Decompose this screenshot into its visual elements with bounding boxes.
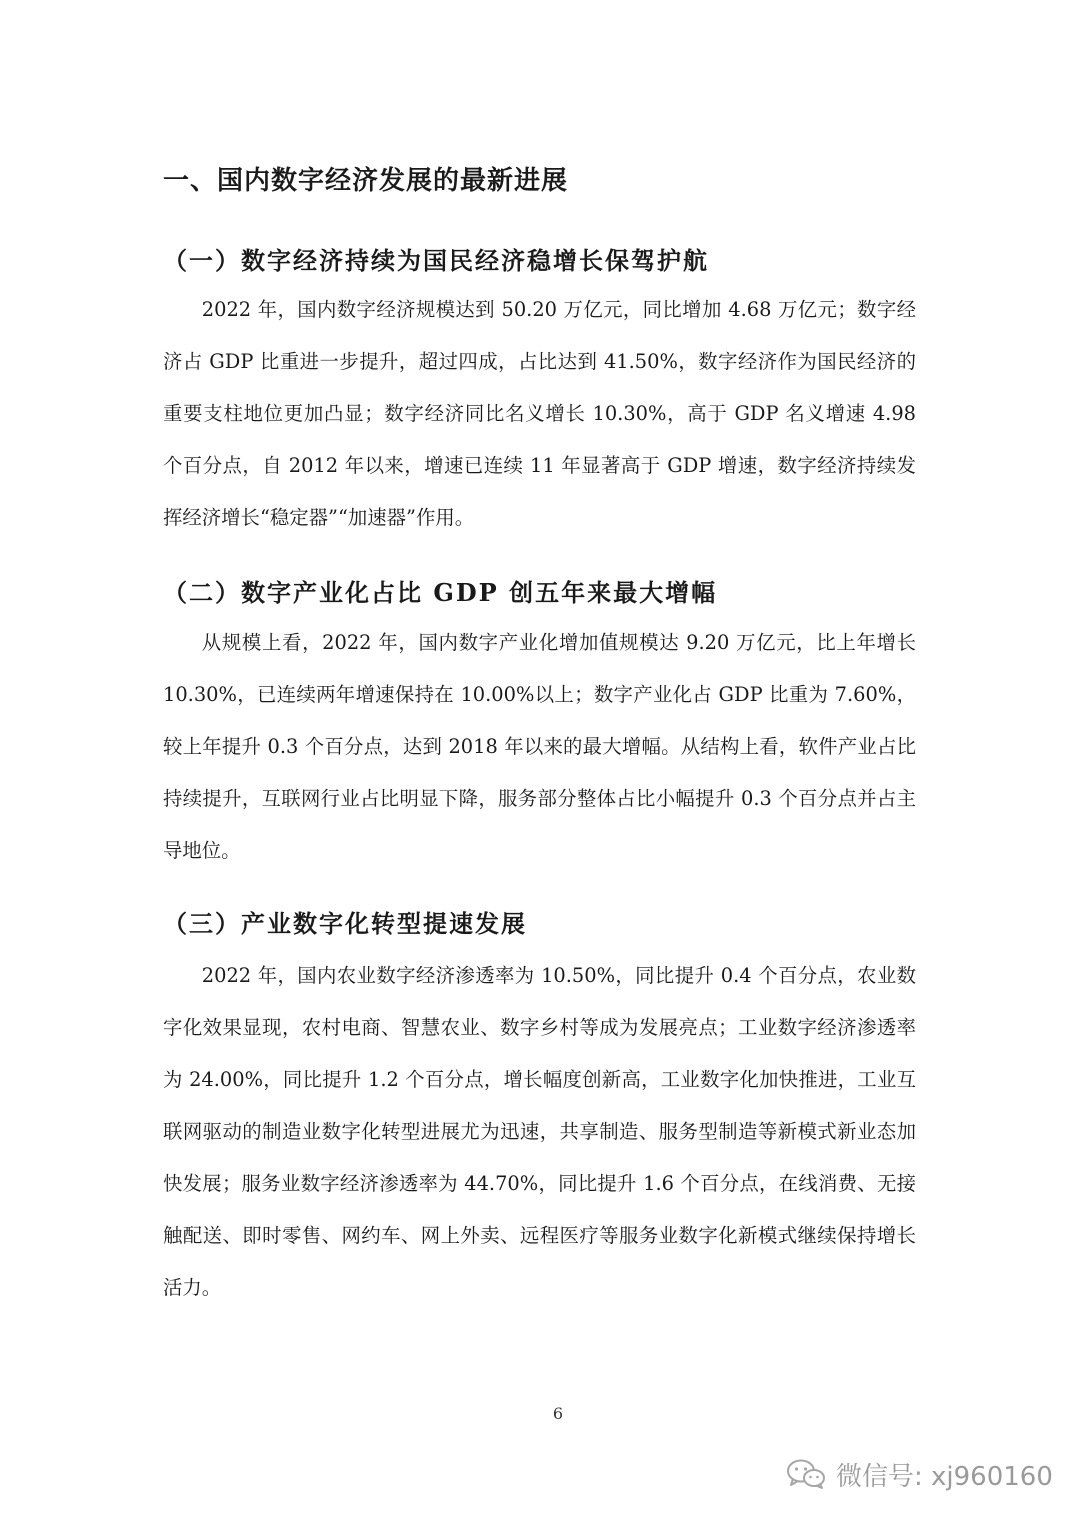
wechat-icon (786, 1458, 826, 1490)
subsection-3-heading: （三）产业数字化转型提速发展 (163, 909, 527, 938)
subsection-1-paragraph: 2022 年，国内数字经济规模达到 50.20 万亿元，同比增加 4.68 万亿元；数字经济占 GDP 比重进一步提升，超过四成，占比达到 41.50%，数字经济作为国民经济的重要支柱地位更加凸显；数字经济同比名义增长 10.30%，高于 GDP 名义增速 4.98 个百分点，自 2012 年以来，增速已连续 11 年显著高于 GDP 增速，数字经济持续发挥经济增长“稳定器”“加速器”作用。 (163, 298, 916, 529)
section-heading: 一、国内数字经济发展的最新进展 (163, 166, 569, 196)
subsection-1-heading: （一）数字经济持续为国民经济稳增长保驾护航 (163, 246, 709, 275)
page-number: 6 (552, 1404, 564, 1423)
subsection-2-heading: （二）数字产业化占比 GDP 创五年来最大增幅 (163, 578, 718, 607)
wechat-watermark (786, 1453, 1053, 1495)
subsection-2-paragraph: 从规模上看，2022 年，国内数字产业化增加值规模达 9.20 万亿元，比上年增长 10.30%，已连续两年增速保持在 10.00%以上；数字产业化占 GDP 比重为 7.60%，较上年提升 0.3 个百分点，达到 2018 年以来的最大增幅。从结构上看，软件产业占比持续提升，互联网行业占比明显下降，服务部分整体占比小幅提升 0.3 个百分点并占主导地位。 (163, 631, 916, 862)
subsection-3-paragraph: 2022 年，国内农业数字经济渗透率为 10.50%，同比提升 0.4 个百分点，农业数字化效果显现，农村电商、智慧农业、数字乡村等成为发展亮点；工业数字经济渗透率为 24.00%，同比提升 1.2 个百分点，增长幅度创新高，工业数字化加快推进，工业互联网驱动的制造业数字化转型进展尤为迅速，共享制造、服务型制造等新模式新业态加快发展；服务业数字经济渗透率为 44.70%，同比提升 1.6 个百分点，在线消费、无接触配送、即时零售、网约车、网上外卖、远程医疗等服务业数字化新模式继续保持增长活力。 (163, 964, 916, 1299)
watermark-text: 微信号: xj960160 (836, 1461, 1053, 1492)
